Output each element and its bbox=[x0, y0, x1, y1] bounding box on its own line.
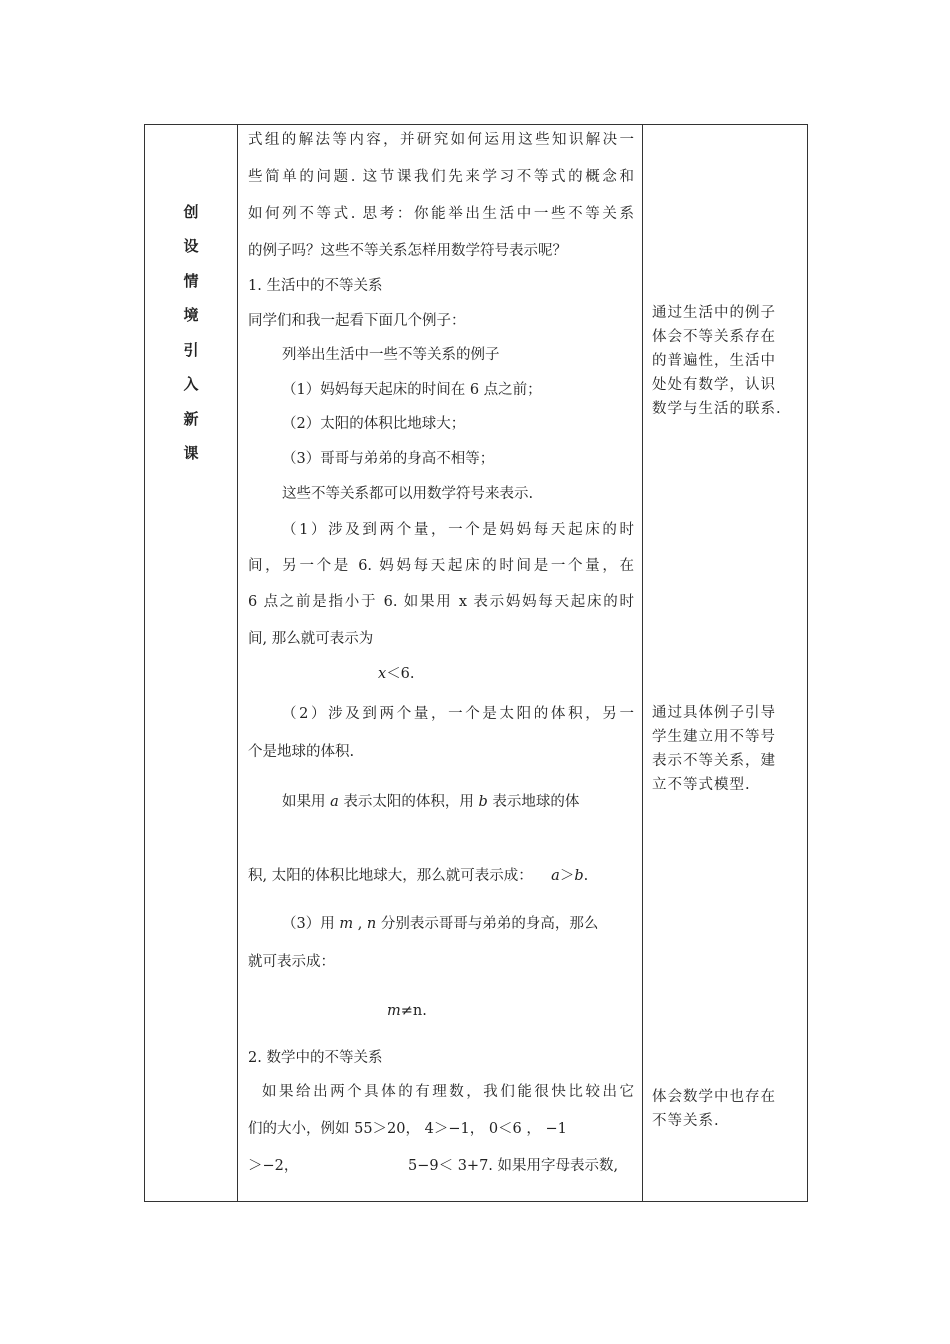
stage-char: 境 bbox=[183, 306, 199, 324]
content-line: 5−9＜ 3+7. 如果用字母表示数, bbox=[408, 1158, 619, 1174]
content-line: （3）哥哥与弟弟的身高不相等； bbox=[282, 451, 495, 467]
content-line: 的例子吗？这些不等关系怎样用数学符号表示呢？ bbox=[248, 243, 567, 259]
content-line: 如果给出两个具体的有理数，我们能很快比较出它 bbox=[262, 1084, 634, 1100]
content-line: 式组的解法等内容，并研究如何运用这些知识解决一 bbox=[248, 132, 634, 148]
content-line: 个是地球的体积. bbox=[248, 744, 355, 760]
content-line: 些简单的问题. 这节课我们先来学习不等式的概念和 bbox=[248, 169, 634, 185]
content-line: （2）太阳的体积比地球大； bbox=[282, 416, 466, 432]
stage-char: 新 bbox=[183, 410, 199, 428]
content-line: 如何列不等式. 思考：你能举出生活中一些不等关系 bbox=[248, 206, 634, 222]
stage-char: 引 bbox=[183, 341, 199, 359]
content-line: （2）涉及到两个量，一个是太阳的体积，另一 bbox=[282, 706, 634, 722]
content-line: 就可表示成： bbox=[248, 954, 335, 970]
stage-char: 入 bbox=[183, 375, 199, 393]
content-line: （1）涉及到两个量，一个是妈妈每天起床的时 bbox=[282, 522, 634, 538]
teaching-note: 通过生活中的例子 体会不等关系存在 的普遍性，生活中 处处有数学，认识 数学与生活的联系. bbox=[652, 305, 782, 417]
stage-char: 创 bbox=[183, 203, 199, 221]
section-heading: 1. 生活中的不等关系 bbox=[248, 278, 383, 294]
content-line: 们的大小，例如 55＞20， 4＞−1， 0＜6 ， −1 bbox=[248, 1121, 567, 1137]
content-line: （3）用 m , n 分别表示哥哥与弟弟的身高，那么 bbox=[282, 916, 599, 932]
content-line: 间，另一个是 6. 妈妈每天起床的时间是一个量，在 bbox=[248, 558, 634, 574]
column-divider bbox=[642, 125, 643, 1201]
content-line: 如果用 a 表示太阳的体积，用 b 表示地球的体 bbox=[282, 794, 580, 810]
content-line: （1）妈妈每天起床的时间在 6 点之前； bbox=[282, 382, 542, 398]
content-line: 这些不等关系都可以用数学符号来表示. bbox=[282, 486, 534, 502]
teaching-note: 通过具体例子引导 学生建立用不等号 表示不等关系，建 立不等式模型. bbox=[652, 705, 776, 793]
lesson-table bbox=[144, 124, 808, 1202]
stage-column bbox=[145, 125, 237, 1201]
stage-char: 情 bbox=[183, 272, 199, 290]
content-line: 同学们和我一起看下面几个例子： bbox=[248, 313, 466, 329]
content-line: 列举出生活中一些不等关系的例子 bbox=[282, 347, 500, 363]
stage-char: 课 bbox=[183, 444, 199, 462]
content-line: 间, 那么就可表示为 bbox=[248, 631, 374, 647]
formula: m≠n. bbox=[387, 1003, 427, 1019]
stage-char: 设 bbox=[183, 237, 199, 255]
content-line: ＞−2， bbox=[248, 1158, 299, 1174]
section-heading: 2. 数学中的不等关系 bbox=[248, 1050, 383, 1066]
column-divider bbox=[237, 125, 238, 1201]
formula: x＜6. bbox=[378, 666, 415, 682]
teaching-note: 体会数学中也存在 不等关系. bbox=[652, 1089, 776, 1129]
content-line: 积, 太阳的体积比地球大，那么就可表示成： a＞b. bbox=[248, 868, 589, 884]
content-line: 6 点之前是指小于 6. 如果用 x 表示妈妈每天起床的时 bbox=[248, 594, 634, 610]
